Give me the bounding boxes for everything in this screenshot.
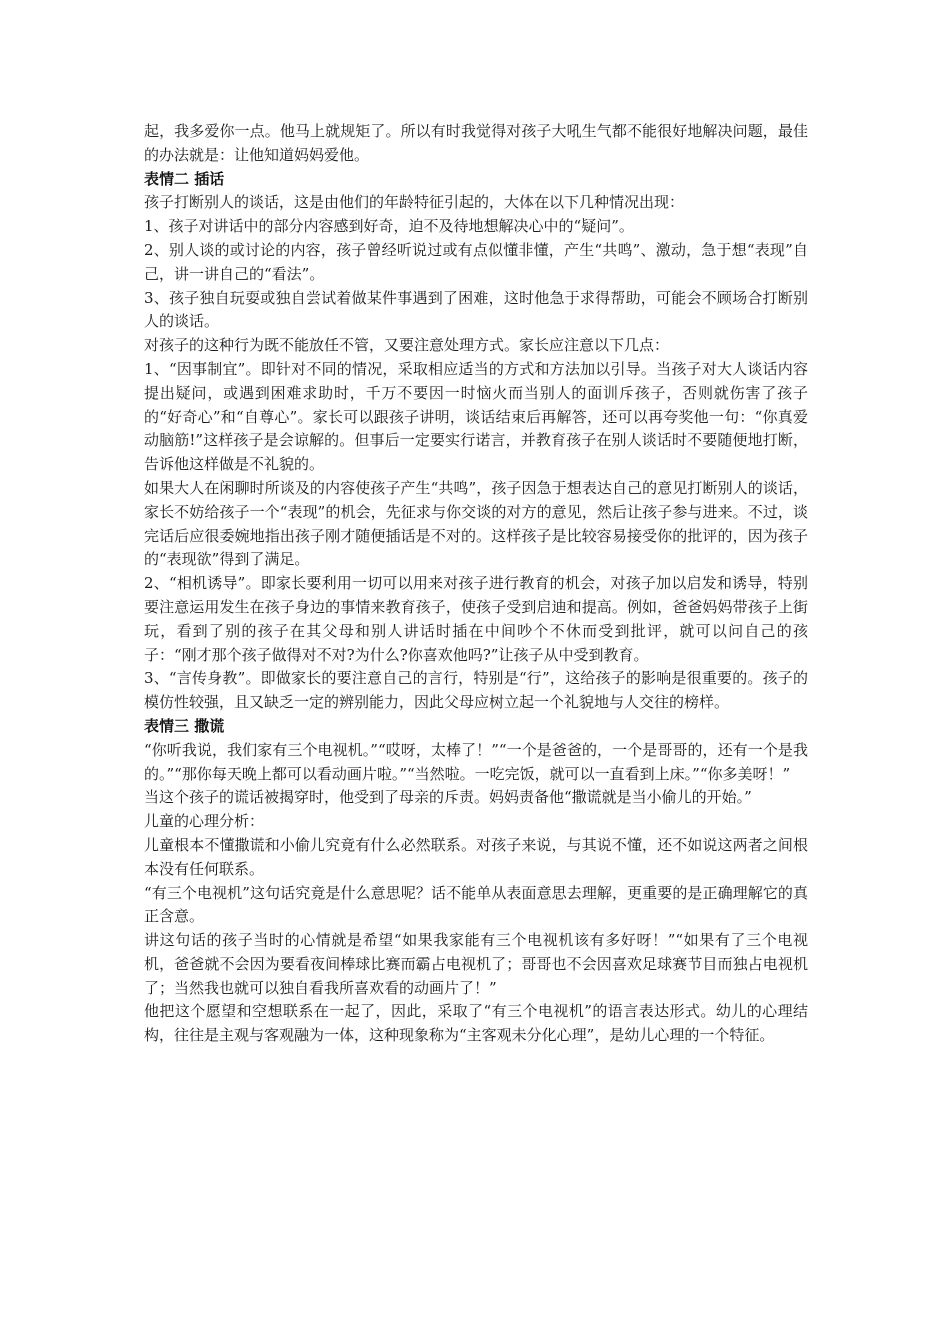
paragraph: 孩子打断别人的谈话，这是由他们的年龄特征引起的，大体在以下几种情况出现：: [144, 193, 685, 212]
paragraph: 讲这句话的孩子当时的心情就是希望“如果我家能有三个电视机该有多好呀！”“如果有了三个电视机，爸爸就不会因为要看夜间棒球比赛而霸占电视机了；哥哥也不会因喜欢足球赛节目而独占电视机了；当然我也就可以独自看我所喜欢看的动画片了！”: [144, 931, 808, 997]
paragraph: “你听我说，我们家有三个电视机。”“哎呀，太棒了！”“一个是爸爸的，一个是哥哥的，还有一个是我的。”“那你每天晚上都可以看动画片啦。”“当然啦。一吃完饭，就可以一直看到上床。”“你多美呀！”: [144, 740, 808, 783]
paragraph: 3、“言传身教”。即做家长的要注意自己的言行，特别是“行”，这给孩子的影响是很重要的。孩子的模仿性较强，且又缺乏一定的辨别能力，因此父母应树立起一个礼貌地与人交往的榜样。: [144, 669, 808, 712]
section-heading: 表情三 撒谎: [144, 716, 225, 735]
paragraph: 他把这个愿望和空想联系在一起了，因此，采取了“有三个电视机”的语言表达形式。幼儿的心理结构，往往是主观与客观融为一体，这种现象称为“主客观未分化心理”，是幼儿心理的一个特征。: [144, 1002, 808, 1045]
paragraph: 如果大人在闲聊时所谈及的内容使孩子产生“共鸣”，孩子因急于想表达自己的意见打断别人的谈话，家长不妨给孩子一个“表现”的机会，先征求与你交谈的对方的意见，然后让孩子参与进来。不过，谈完话后应很委婉地指出孩子刚才随便插话是不对的。这样孩子是比较容易接受你的批评的，因为孩子的“表现欲”得到了满足。: [144, 478, 808, 569]
paragraph: 起，我多爱你一点。他马上就规矩了。所以有时我觉得对孩子大吼生气都不能很好地解决问题，最佳的办法就是：让他知道妈妈爱他。: [144, 122, 808, 164]
paragraph: 3、孩子独自玩耍或独自尝试着做某件事遇到了困难，这时他急于求得帮助，可能会不顾场合打断别人的谈话。: [144, 288, 808, 331]
paragraph: 当这个孩子的谎话被揭穿时，他受到了母亲的斥责。妈妈责备他“撒谎就是当小偷儿的开始。”: [144, 788, 752, 807]
paragraph: 1、孩子对讲话中的部分内容感到好奇，迫不及待地想解决心中的“疑问”。: [144, 217, 634, 236]
paragraph: 1、“因事制宜”。即针对不同的情况，采取相应适当的方式和方法加以引导。当孩子对大人谈话内容提出疑问，或遇到困难求助时，千万不要因一时恼火而当别人的面训斥孩子，否则就伤害了孩子的“好奇心”和“自尊心”。家长可以跟孩子讲明，谈话结束后再解答，还可以再夸奖他一句：“你真爱动脑筋!”这样孩子是会谅解的。但事后一定要实行诺言，并教育孩子在别人谈话时不要随便地打断，告诉他这样做是不礼貌的。: [144, 359, 808, 474]
paragraph: 儿童根本不懂撒谎和小偷儿究竟有什么必然联系。对孩子来说，与其说不懂，还不如说这两者之间根本没有任何联系。: [144, 835, 808, 878]
paragraph: 2、“相机诱导”。即家长要利用一切可以用来对孩子进行教育的机会，对孩子加以启发和诱导，特别要注意运用发生在孩子身边的事情来教育孩子，使孩子受到启迪和提高。例如，爸爸妈妈带孩子上街玩，看到了别的孩子在其父母和别人讲话时插在中间吵个不休而受到批评，就可以问自己的孩子：“刚才那个孩子做得对不对?为什么?你喜欢他吗?”让孩子从中受到教育。: [144, 574, 808, 664]
document-page: [144, 120, 808, 1048]
paragraph: “有三个电视机”这句话究竟是什么意思呢？话不能单从表面意思去理解，更重要的是正确理解它的真正含意。: [144, 883, 808, 926]
section-heading: 表情二 插话: [144, 169, 225, 188]
paragraph: 儿童的心理分析：: [144, 812, 265, 831]
paragraph: 2、别人谈的或讨论的内容，孩子曾经听说过或有点似懂非懂，产生“共鸣”、激动，急于想“表现”自己，讲一讲自己的“看法”。: [144, 240, 808, 283]
paragraph: 对孩子的这种行为既不能放任不管，又要注意处理方式。家长应注意以下几点：: [144, 336, 670, 355]
